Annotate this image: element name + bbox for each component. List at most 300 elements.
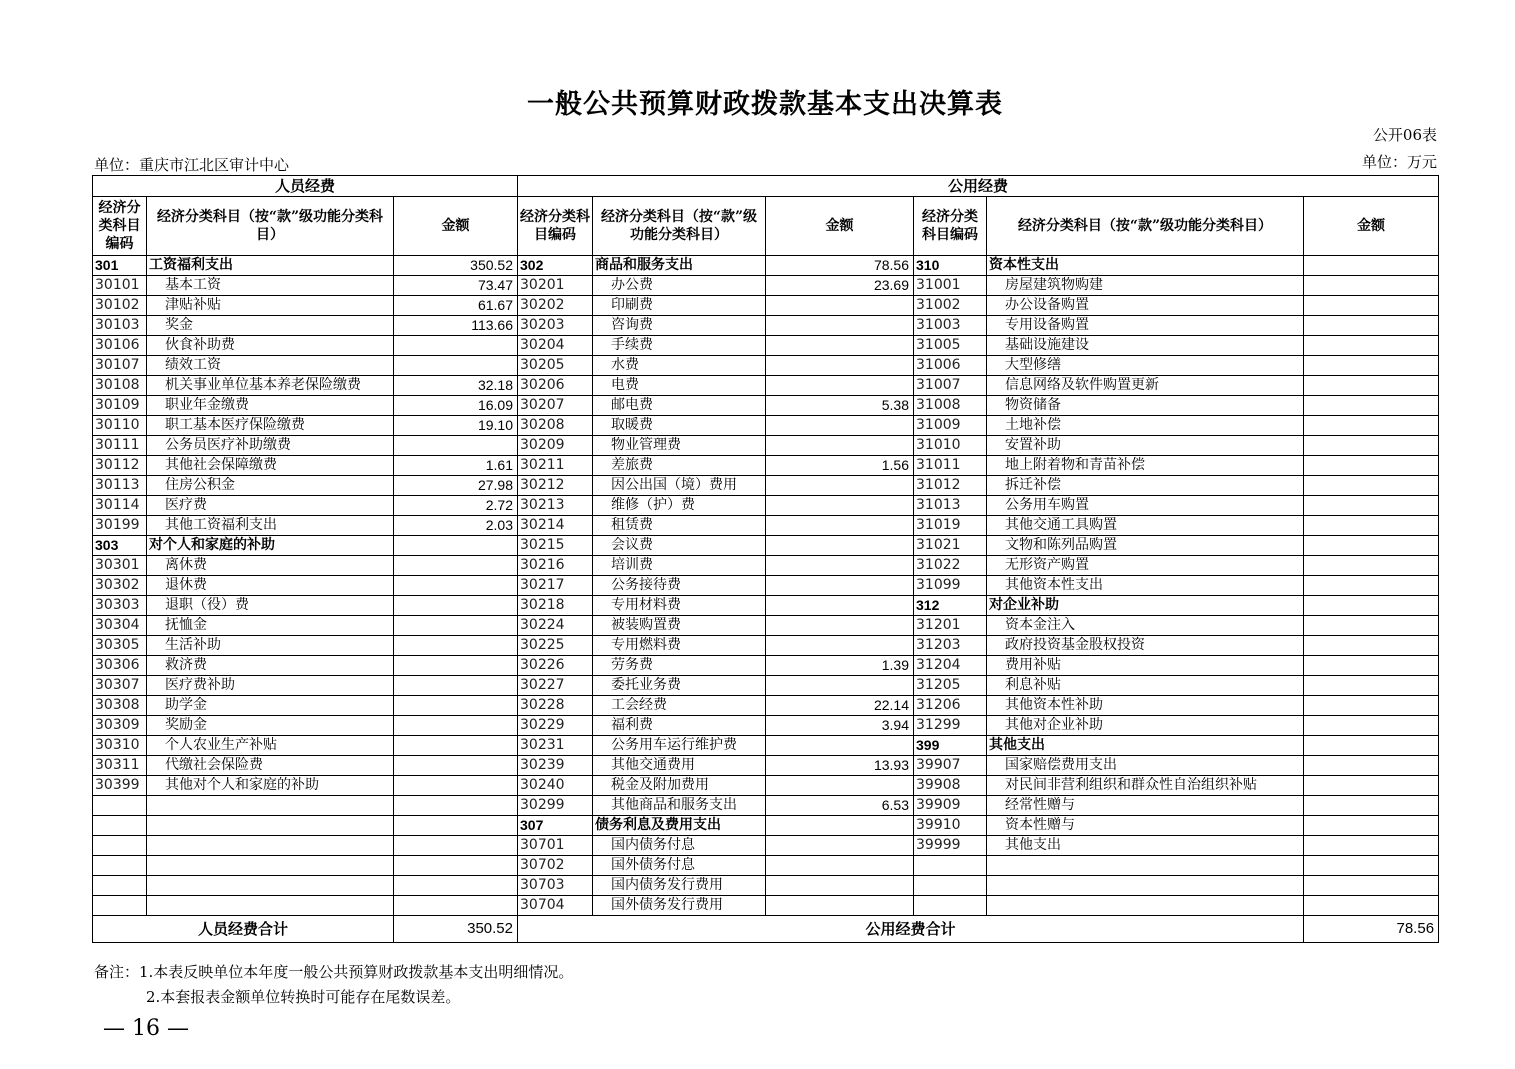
item-name: 退职（役）费 <box>147 596 394 616</box>
item-amount <box>1304 416 1439 436</box>
item-amount <box>766 476 914 496</box>
table-row <box>93 316 1439 336</box>
item-code: 30308 <box>93 696 147 716</box>
item-name: 无形资产购置 <box>987 556 1304 576</box>
item-code: 30239 <box>518 756 593 776</box>
item-amount <box>1304 536 1439 556</box>
item-name <box>147 896 394 916</box>
item-amount: 73.47 <box>394 276 518 296</box>
item-name: 对民间非营利组织和群众性自治组织补贴 <box>987 776 1304 796</box>
item-name: 医疗费补助 <box>147 676 394 696</box>
item-amount: 113.66 <box>394 316 518 336</box>
item-amount <box>1304 336 1439 356</box>
item-name <box>147 796 394 816</box>
item-amount <box>766 436 914 456</box>
item-name: 专用燃料费 <box>593 636 766 656</box>
item-amount <box>1304 256 1439 276</box>
item-name: 职工基本医疗保险缴费 <box>147 416 394 436</box>
header-name: 经济分类科目（按“款”级功能分类科目） <box>987 197 1304 256</box>
item-name: 对企业补助 <box>987 596 1304 616</box>
item-code: 39909 <box>914 796 987 816</box>
item-code: 31203 <box>914 636 987 656</box>
item-amount <box>394 736 518 756</box>
item-amount <box>1304 396 1439 416</box>
item-code: 30302 <box>93 576 147 596</box>
item-code: 30217 <box>518 576 593 596</box>
item-name: 被装购置费 <box>593 616 766 636</box>
item-amount: 78.56 <box>766 256 914 276</box>
item-amount <box>766 336 914 356</box>
item-code: 307 <box>518 816 593 836</box>
item-amount <box>1304 456 1439 476</box>
item-amount <box>1304 656 1439 676</box>
item-code: 30205 <box>518 356 593 376</box>
table-row <box>93 656 1439 676</box>
item-amount <box>1304 616 1439 636</box>
item-amount <box>394 876 518 896</box>
table-row <box>93 556 1439 576</box>
item-amount <box>766 316 914 336</box>
item-code: 30226 <box>518 656 593 676</box>
item-code <box>93 796 147 816</box>
item-name: 差旅费 <box>593 456 766 476</box>
table-row <box>93 636 1439 656</box>
item-code: 30399 <box>93 776 147 796</box>
item-amount: 32.18 <box>394 376 518 396</box>
item-name: 会议费 <box>593 536 766 556</box>
item-code: 30106 <box>93 336 147 356</box>
item-name: 印刷费 <box>593 296 766 316</box>
item-amount <box>1304 476 1439 496</box>
header-code: 经济分类科目编码 <box>93 197 147 256</box>
item-name: 政府投资基金股权投资 <box>987 636 1304 656</box>
item-code: 30208 <box>518 416 593 436</box>
item-amount <box>766 376 914 396</box>
item-amount <box>1304 856 1439 876</box>
item-amount <box>766 596 914 616</box>
item-code: 31019 <box>914 516 987 536</box>
item-name: 助学金 <box>147 696 394 716</box>
item-name: 其他商品和服务支出 <box>593 796 766 816</box>
table-row <box>93 496 1439 516</box>
item-code: 31013 <box>914 496 987 516</box>
item-name: 资本性赠与 <box>987 816 1304 836</box>
item-code: 30240 <box>518 776 593 796</box>
table-row <box>93 736 1439 756</box>
item-name: 对个人和家庭的补助 <box>147 536 394 556</box>
item-code: 310 <box>914 256 987 276</box>
item-code: 31009 <box>914 416 987 436</box>
table-row <box>93 416 1439 436</box>
item-name: 大型修缮 <box>987 356 1304 376</box>
item-name: 工资福利支出 <box>147 256 394 276</box>
table-row <box>93 376 1439 396</box>
item-amount <box>394 716 518 736</box>
item-amount <box>766 876 914 896</box>
item-code: 30701 <box>518 836 593 856</box>
item-name: 公务用车运行维护费 <box>593 736 766 756</box>
page-title: 一般公共预算财政拨款基本支出决算表 <box>527 89 1003 120</box>
table-row <box>93 256 1439 276</box>
item-amount <box>1304 376 1439 396</box>
table-row <box>93 536 1439 556</box>
item-name: 个人农业生产补贴 <box>147 736 394 756</box>
item-name: 劳务费 <box>593 656 766 676</box>
item-code: 30224 <box>518 616 593 636</box>
item-amount: 23.69 <box>766 276 914 296</box>
item-code: 31003 <box>914 316 987 336</box>
item-code: 30306 <box>93 656 147 676</box>
item-name: 退休费 <box>147 576 394 596</box>
item-amount <box>766 676 914 696</box>
item-name: 费用补贴 <box>987 656 1304 676</box>
item-amount <box>766 836 914 856</box>
item-amount <box>1304 596 1439 616</box>
item-code: 30201 <box>518 276 593 296</box>
item-amount <box>1304 296 1439 316</box>
item-amount: 1.61 <box>394 456 518 476</box>
item-code: 31011 <box>914 456 987 476</box>
item-name: 其他交通费用 <box>593 756 766 776</box>
item-code: 30107 <box>93 356 147 376</box>
item-amount <box>766 556 914 576</box>
table-row <box>93 516 1439 536</box>
note-line-1: 备注：1.本表反映单位本年度一般公共预算财政拨款基本支出明细情况。 <box>94 963 574 981</box>
item-code: 312 <box>914 596 987 616</box>
header-code: 经济分类科目编码 <box>914 197 987 256</box>
item-name: 专用设备购置 <box>987 316 1304 336</box>
item-name: 其他资本性补助 <box>987 696 1304 716</box>
item-code: 30103 <box>93 316 147 336</box>
item-amount <box>394 656 518 676</box>
item-code: 30703 <box>518 876 593 896</box>
item-name: 津贴补贴 <box>147 296 394 316</box>
item-name: 手续费 <box>593 336 766 356</box>
item-amount <box>1304 816 1439 836</box>
expenditure-table <box>92 175 1439 943</box>
item-amount: 2.72 <box>394 496 518 516</box>
item-amount <box>766 816 914 836</box>
item-amount: 22.14 <box>766 696 914 716</box>
item-name: 代缴社会保险费 <box>147 756 394 776</box>
item-amount <box>1304 756 1439 776</box>
column-header-row <box>93 197 1439 256</box>
item-code <box>914 876 987 896</box>
personnel-total-amount: 350.52 <box>394 916 518 943</box>
item-amount: 16.09 <box>394 396 518 416</box>
item-code: 303 <box>93 536 147 556</box>
item-code: 30307 <box>93 676 147 696</box>
totals-row <box>93 916 1439 943</box>
item-name: 商品和服务支出 <box>593 256 766 276</box>
header-name: 经济分类科目（按“款”级功能分类科目） <box>593 197 766 256</box>
item-code: 31008 <box>914 396 987 416</box>
item-code <box>914 896 987 916</box>
item-name: 职业年金缴费 <box>147 396 394 416</box>
item-amount <box>766 736 914 756</box>
item-code: 30228 <box>518 696 593 716</box>
item-amount: 5.38 <box>766 396 914 416</box>
item-amount <box>1304 636 1439 656</box>
table-row <box>93 596 1439 616</box>
item-code: 30214 <box>518 516 593 536</box>
item-code: 30204 <box>518 336 593 356</box>
item-name: 资本性支出 <box>987 256 1304 276</box>
item-amount <box>394 556 518 576</box>
item-name: 房屋建筑物购建 <box>987 276 1304 296</box>
item-amount <box>1304 556 1439 576</box>
item-amount <box>766 576 914 596</box>
item-code <box>914 856 987 876</box>
item-code: 301 <box>93 256 147 276</box>
item-code <box>93 836 147 856</box>
item-code: 31021 <box>914 536 987 556</box>
item-name: 税金及附加费用 <box>593 776 766 796</box>
item-code: 30225 <box>518 636 593 656</box>
item-amount <box>394 436 518 456</box>
item-code <box>93 816 147 836</box>
item-code: 302 <box>518 256 593 276</box>
item-amount: 19.10 <box>394 416 518 436</box>
item-name: 公务接待费 <box>593 576 766 596</box>
item-name: 办公费 <box>593 276 766 296</box>
item-code: 30213 <box>518 496 593 516</box>
item-name: 培训费 <box>593 556 766 576</box>
item-name: 咨询费 <box>593 316 766 336</box>
item-amount <box>766 496 914 516</box>
item-amount <box>394 776 518 796</box>
item-name: 基础设施建设 <box>987 336 1304 356</box>
item-code: 30114 <box>93 496 147 516</box>
item-name: 抚恤金 <box>147 616 394 636</box>
item-code: 31005 <box>914 336 987 356</box>
item-amount <box>394 616 518 636</box>
item-name: 维修（护）费 <box>593 496 766 516</box>
section-personnel: 人员经费 <box>93 176 518 197</box>
item-code: 30299 <box>518 796 593 816</box>
item-amount: 1.56 <box>766 456 914 476</box>
item-code: 30109 <box>93 396 147 416</box>
item-amount: 6.53 <box>766 796 914 816</box>
table-row <box>93 396 1439 416</box>
item-name: 物资储备 <box>987 396 1304 416</box>
item-code: 30209 <box>518 436 593 456</box>
item-name: 国外债务发行费用 <box>593 896 766 916</box>
item-code: 30113 <box>93 476 147 496</box>
item-amount <box>1304 776 1439 796</box>
table-row <box>93 456 1439 476</box>
item-code: 31022 <box>914 556 987 576</box>
table-row <box>93 576 1439 596</box>
item-code: 30704 <box>518 896 593 916</box>
item-amount <box>1304 516 1439 536</box>
item-name: 利息补贴 <box>987 676 1304 696</box>
note-line-2: 2.本套报表金额单位转换时可能存在尾数误差。 <box>146 988 461 1006</box>
item-name <box>147 816 394 836</box>
item-amount <box>1304 836 1439 856</box>
item-name: 福利费 <box>593 716 766 736</box>
section-header-row <box>93 176 1439 197</box>
item-code: 31006 <box>914 356 987 376</box>
table-row <box>93 436 1439 456</box>
item-code: 30231 <box>518 736 593 756</box>
item-name: 电费 <box>593 376 766 396</box>
header-name: 经济分类科目（按“款”级功能分类科目） <box>147 197 394 256</box>
table-row <box>93 716 1439 736</box>
item-amount <box>766 416 914 436</box>
item-amount: 27.98 <box>394 476 518 496</box>
item-amount <box>1304 436 1439 456</box>
item-amount <box>394 896 518 916</box>
item-name <box>147 836 394 856</box>
item-code: 30216 <box>518 556 593 576</box>
table-row <box>93 696 1439 716</box>
item-amount <box>394 836 518 856</box>
item-code: 30199 <box>93 516 147 536</box>
item-name: 国内债务发行费用 <box>593 876 766 896</box>
item-amount <box>766 616 914 636</box>
item-code: 30108 <box>93 376 147 396</box>
item-name: 伙食补助费 <box>147 336 394 356</box>
item-name: 委托业务费 <box>593 676 766 696</box>
item-code: 31206 <box>914 696 987 716</box>
item-amount <box>1304 736 1439 756</box>
item-code: 39910 <box>914 816 987 836</box>
item-amount <box>1304 716 1439 736</box>
item-name: 机关事业单位基本养老保险缴费 <box>147 376 394 396</box>
item-amount <box>1304 576 1439 596</box>
table-row <box>93 896 1439 916</box>
item-amount <box>1304 316 1439 336</box>
item-amount <box>394 576 518 596</box>
notes <box>94 960 573 1010</box>
item-name: 住房公积金 <box>147 476 394 496</box>
item-name: 医疗费 <box>147 496 394 516</box>
item-amount: 3.94 <box>766 716 914 736</box>
table-row <box>93 796 1439 816</box>
item-amount <box>1304 896 1439 916</box>
item-code: 30206 <box>518 376 593 396</box>
item-amount <box>1304 496 1439 516</box>
page-number: — 16 — <box>103 1016 189 1041</box>
header-amount: 金额 <box>766 197 914 256</box>
item-name: 奖金 <box>147 316 394 336</box>
table-row <box>93 476 1439 496</box>
item-code: 31012 <box>914 476 987 496</box>
item-name: 绩效工资 <box>147 356 394 376</box>
item-name: 文物和陈列品购置 <box>987 536 1304 556</box>
item-code: 30301 <box>93 556 147 576</box>
table-row <box>93 336 1439 356</box>
item-name: 其他工资福利支出 <box>147 516 394 536</box>
item-amount: 13.93 <box>766 756 914 776</box>
item-name: 地上附着物和青苗补偿 <box>987 456 1304 476</box>
item-name: 其他支出 <box>987 736 1304 756</box>
item-name: 工会经费 <box>593 696 766 716</box>
item-amount <box>1304 796 1439 816</box>
item-code: 30310 <box>93 736 147 756</box>
item-code: 30112 <box>93 456 147 476</box>
item-code <box>93 856 147 876</box>
item-code: 31204 <box>914 656 987 676</box>
item-amount <box>766 296 914 316</box>
item-code: 31205 <box>914 676 987 696</box>
item-code: 30227 <box>518 676 593 696</box>
item-name <box>147 876 394 896</box>
item-name: 信息网络及软件购置更新 <box>987 376 1304 396</box>
section-public: 公用经费 <box>518 176 1439 197</box>
item-code: 31201 <box>914 616 987 636</box>
item-amount: 2.03 <box>394 516 518 536</box>
item-name <box>147 856 394 876</box>
item-amount <box>394 796 518 816</box>
table-row <box>93 276 1439 296</box>
item-amount <box>766 636 914 656</box>
item-code: 31001 <box>914 276 987 296</box>
item-code: 31007 <box>914 376 987 396</box>
item-amount <box>394 676 518 696</box>
item-amount <box>766 356 914 376</box>
item-name: 物业管理费 <box>593 436 766 456</box>
item-name: 取暖费 <box>593 416 766 436</box>
item-code: 30203 <box>518 316 593 336</box>
item-code: 31002 <box>914 296 987 316</box>
item-amount: 350.52 <box>394 256 518 276</box>
item-code: 30111 <box>93 436 147 456</box>
item-name: 其他对企业补助 <box>987 716 1304 736</box>
item-name: 救济费 <box>147 656 394 676</box>
item-name: 土地补偿 <box>987 416 1304 436</box>
item-amount <box>394 856 518 876</box>
item-name: 奖励金 <box>147 716 394 736</box>
table-row <box>93 776 1439 796</box>
item-code: 31099 <box>914 576 987 596</box>
item-name: 公务员医疗补助缴费 <box>147 436 394 456</box>
item-name: 因公出国（境）费用 <box>593 476 766 496</box>
item-amount <box>1304 876 1439 896</box>
item-code: 39999 <box>914 836 987 856</box>
item-code: 30311 <box>93 756 147 776</box>
item-amount <box>394 536 518 556</box>
item-code: 30101 <box>93 276 147 296</box>
currency-unit: 单位：万元 <box>1361 153 1437 171</box>
table-row <box>93 676 1439 696</box>
item-amount <box>1304 676 1439 696</box>
item-name: 基本工资 <box>147 276 394 296</box>
item-amount <box>394 756 518 776</box>
item-code: 30211 <box>518 456 593 476</box>
table-row <box>93 836 1439 856</box>
item-amount: 1.39 <box>766 656 914 676</box>
item-amount <box>766 896 914 916</box>
table-row <box>93 356 1439 376</box>
item-code: 30110 <box>93 416 147 436</box>
item-code: 30218 <box>518 596 593 616</box>
item-amount <box>1304 696 1439 716</box>
item-amount <box>1304 276 1439 296</box>
form-number: 公开06表 <box>1372 126 1437 144</box>
table-row <box>93 876 1439 896</box>
item-name: 国外债务付息 <box>593 856 766 876</box>
table-row <box>93 616 1439 636</box>
table-row <box>93 816 1439 836</box>
item-amount: 61.67 <box>394 296 518 316</box>
item-amount <box>766 856 914 876</box>
item-amount <box>766 776 914 796</box>
item-code: 30305 <box>93 636 147 656</box>
item-name: 生活补助 <box>147 636 394 656</box>
item-name: 资本金注入 <box>987 616 1304 636</box>
